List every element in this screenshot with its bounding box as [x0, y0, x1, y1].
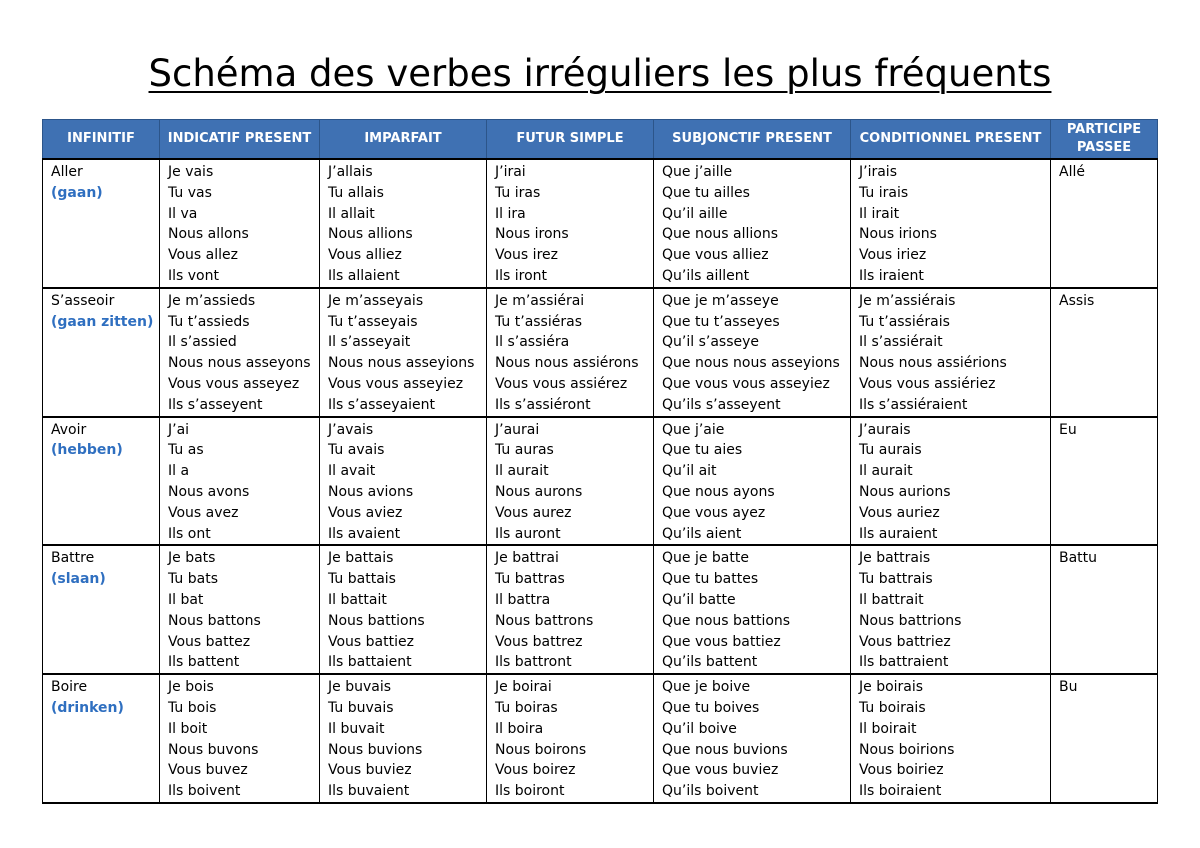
conjugation-form: Que nous nous asseyions: [662, 355, 840, 372]
conjugation-form: Nous nous asseyons: [168, 355, 311, 372]
conjugation-form: Que tu ailles: [662, 184, 750, 201]
conjugation-form: Il battait: [328, 591, 387, 608]
infinitive-cell: [43, 674, 160, 803]
conjugation-form: Ils vont: [168, 267, 219, 284]
conjugation-form: Il allait: [328, 205, 375, 222]
conjugation-form: Vous irez: [495, 247, 558, 264]
conjugation-form: Je boirais: [859, 679, 924, 696]
conjugation-form: Ils boivent: [168, 783, 241, 800]
conjugation-form: Ils s’asseyent: [168, 396, 263, 413]
conjugation-form: Vous buviez: [328, 762, 412, 779]
header-imparfait: IMPARFAIT: [320, 120, 487, 160]
imparfait-cell: [320, 674, 487, 803]
conjugation-form: Que nous ayons: [662, 483, 775, 500]
conjugation-form: Nous buvons: [168, 741, 259, 758]
conjugation-form: Nous nous assiérons: [495, 355, 639, 372]
conditionnel-cell: [851, 674, 1051, 803]
conjugation-form: Ils boiront: [495, 783, 565, 800]
conjugation-form: Qu’ils boivent: [662, 783, 759, 800]
conjugation-form: Je battrai: [495, 550, 559, 567]
conjugation-form: Il s’assied: [168, 334, 237, 351]
conjugation-form: Vous allez: [168, 247, 238, 264]
conjugation-form: Vous vous asseyiez: [328, 375, 464, 392]
participe: Bu: [1059, 679, 1078, 696]
futur-cell: [487, 288, 654, 417]
conjugation-form: Ils iraient: [859, 267, 924, 284]
conjugation-form: Que tu boives: [662, 699, 760, 716]
conjugation-form: Que tu aies: [662, 442, 743, 459]
conjugation-form: Qu’il aille: [662, 205, 728, 222]
conjugation-form: Nous battions: [328, 612, 425, 629]
participe: Battu: [1059, 550, 1098, 567]
conjugation-form: Vous alliez: [328, 247, 402, 264]
conjugation-form: Tu battrais: [859, 571, 933, 588]
conjugation-form: Il aurait: [859, 463, 913, 480]
conjugation-form: Nous aurons: [495, 483, 583, 500]
conjugation-form: Tu aurais: [859, 442, 922, 459]
conjugation-form: Vous boiriez: [859, 762, 944, 779]
translation: (gaan): [51, 184, 103, 201]
conjugation-form: Nous irions: [859, 226, 937, 243]
conjugation-form: Que nous buvions: [662, 741, 788, 758]
conjugation-form: Nous avions: [328, 483, 414, 500]
subjonctif-cell: [654, 674, 851, 803]
conjugation-form: Vous aviez: [328, 504, 403, 521]
conjugation-form: Que vous ayez: [662, 504, 766, 521]
header-futur-simple: FUTUR SIMPLE: [487, 120, 654, 160]
conjugation-form: Tu t’assiérais: [859, 313, 950, 330]
participe-cell: [1051, 674, 1158, 803]
conjugation-form: Nous battrons: [495, 612, 594, 629]
conjugation-form: J’aurais: [859, 421, 911, 438]
conjugation-form: Tu bats: [168, 571, 218, 588]
header-subjonctif-present: SUBJONCTIF PRESENT: [654, 120, 851, 160]
conjugation-form: Il irait: [859, 205, 900, 222]
conjugation-form: Qu’ils s’asseyent: [662, 396, 781, 413]
conjugation-form: Ils s’assiéraient: [859, 396, 968, 413]
present-cell: [160, 674, 320, 803]
imparfait-cell: [320, 288, 487, 417]
conjugation-form: Il s’assiérait: [859, 334, 943, 351]
imparfait-cell: [320, 417, 487, 546]
conjugation-form: Tu as: [168, 442, 204, 459]
conjugation-form: Je buvais: [328, 679, 391, 696]
conjugation-form: Vous auriez: [859, 504, 940, 521]
conjugation-form: Ils ont: [168, 525, 211, 542]
conjugation-form: Tu bois: [168, 699, 217, 716]
conjugation-form: Vous vous assiérez: [495, 375, 628, 392]
conjugation-form: Il ira: [495, 205, 526, 222]
conjugation-form: Vous vous assiériez: [859, 375, 996, 392]
conjugation-form: Nous irons: [495, 226, 569, 243]
conjugation-form: Nous boirions: [859, 741, 955, 758]
conjugation-form: Tu iras: [495, 184, 541, 201]
conjugation-form: Vous buvez: [168, 762, 248, 779]
subjonctif-cell: [654, 159, 851, 288]
conditionnel-cell: [851, 417, 1051, 546]
header-participe-passee: PARTICIPE PASSEE: [1051, 120, 1158, 160]
infinitive-cell: [43, 417, 160, 546]
conjugation-form: Que tu battes: [662, 571, 759, 588]
subjonctif-cell: [654, 545, 851, 674]
conjugation-form: Ils battraient: [859, 654, 949, 671]
conjugation-form: Ils s’asseyaient: [328, 396, 436, 413]
conjugation-form: Qu’il ait: [662, 463, 717, 480]
conjugation-form: Nous allons: [168, 226, 249, 243]
conjugation-form: Nous nous asseyions: [328, 355, 475, 372]
conjugation-form: Ils battent: [168, 654, 240, 671]
verb-row: [43, 674, 1158, 803]
verbs-body: [43, 159, 1158, 803]
conjugation-form: Que je m’asseye: [662, 292, 779, 309]
conjugation-form: Il bat: [168, 591, 204, 608]
futur-cell: [487, 417, 654, 546]
conjugation-form: Il boirait: [859, 720, 917, 737]
conjugation-form: Vous battez: [168, 633, 251, 650]
conjugation-form: Tu auras: [495, 442, 554, 459]
conjugation-form: Il boira: [495, 720, 544, 737]
conjugation-form: Tu boiras: [495, 699, 558, 716]
conjugation-form: Tu avais: [328, 442, 385, 459]
conjugation-form: J’aurai: [495, 421, 540, 438]
conjugation-form: Il avait: [328, 463, 376, 480]
participe: Eu: [1059, 421, 1077, 438]
conjugation-form: Je m’assieds: [168, 292, 256, 309]
conjugation-form: Tu battais: [328, 571, 396, 588]
conjugation-form: Il s’assiéra: [495, 334, 570, 351]
conditionnel-cell: [851, 288, 1051, 417]
conjugation-form: Ils allaient: [328, 267, 400, 284]
infinitive: Aller: [51, 164, 83, 180]
conjugation-form: Je m’asseyais: [328, 292, 424, 309]
conjugation-form: J’allais: [328, 164, 373, 180]
infinitive: Battre: [51, 550, 95, 567]
conjugation-form: Qu’il boive: [662, 720, 737, 737]
conditionnel-cell: [851, 159, 1051, 288]
subjonctif-cell: [654, 417, 851, 546]
conjugation-form: Je vais: [168, 164, 214, 180]
conjugation-form: J’avais: [328, 421, 374, 438]
conjugation-form: Ils buvaient: [328, 783, 410, 800]
conjugation-form: Il boit: [168, 720, 208, 737]
conjugation-form: Tu t’asseyais: [328, 313, 418, 330]
participe-cell: [1051, 288, 1158, 417]
conjugation-form: Qu’ils aillent: [662, 267, 750, 284]
conjugation-form: Nous buvions: [328, 741, 423, 758]
conjugation-form: Qu’il s’asseye: [662, 334, 759, 351]
infinitive-cell: [43, 545, 160, 674]
conjugation-form: Vous iriez: [859, 247, 927, 264]
conjugation-form: Que vous vous asseyiez: [662, 375, 830, 392]
conjugation-form: Que j’aie: [662, 421, 725, 438]
verbs-table: [42, 119, 1158, 804]
conjugation-form: Nous battons: [168, 612, 261, 629]
participe-cell: [1051, 417, 1158, 546]
participe-cell: [1051, 159, 1158, 288]
conjugation-form: Que nous battions: [662, 612, 791, 629]
conjugation-form: Vous battriez: [859, 633, 951, 650]
verb-row: [43, 545, 1158, 674]
conjugation-form: Ils auront: [495, 525, 561, 542]
conjugation-form: Nous aurions: [859, 483, 951, 500]
futur-cell: [487, 674, 654, 803]
conjugation-form: J’irais: [859, 164, 897, 180]
header-conditionnel-present: CONDITIONNEL PRESENT: [851, 120, 1051, 160]
conjugation-form: Vous battiez: [328, 633, 414, 650]
infinitive-cell: [43, 159, 160, 288]
page-title: Schéma des verbes irréguliers les plus fréquents: [148, 52, 1052, 95]
conjugation-form: Que vous alliez: [662, 247, 769, 264]
conjugation-form: Tu irais: [859, 184, 909, 201]
infinitive-cell: [43, 288, 160, 417]
conjugation-form: Ils battaient: [328, 654, 412, 671]
conjugation-form: Il aurait: [495, 463, 549, 480]
subjonctif-cell: [654, 288, 851, 417]
futur-cell: [487, 159, 654, 288]
conjugation-form: Que tu t’asseyes: [662, 313, 780, 330]
conjugation-form: Nous nous assiérions: [859, 355, 1007, 372]
participe: Assis: [1059, 292, 1095, 309]
infinitive: Avoir: [51, 421, 87, 438]
conjugation-form: Que vous buviez: [662, 762, 779, 779]
conjugation-form: J’ai: [168, 421, 190, 438]
conjugation-form: Tu vas: [168, 184, 212, 201]
conjugation-form: Je m’assiérai: [495, 292, 585, 309]
conjugation-form: Tu allais: [328, 184, 384, 201]
conjugation-form: Il battra: [495, 591, 551, 608]
conjugation-form: Ils avaient: [328, 525, 401, 542]
conjugation-form: Qu’ils aient: [662, 525, 742, 542]
conjugation-form: Je bois: [168, 679, 214, 696]
header-indicatif-present: INDICATIF PRESENT: [160, 120, 320, 160]
conjugation-form: Ils s’assiéront: [495, 396, 591, 413]
infinitive: Boire: [51, 679, 88, 696]
conjugation-form: Tu t’assiéras: [495, 313, 582, 330]
imparfait-cell: [320, 545, 487, 674]
translation: (gaan zitten): [51, 313, 154, 330]
conjugation-form: Il a: [168, 463, 190, 480]
conjugation-form: Tu buvais: [328, 699, 394, 716]
conjugation-form: Il battrait: [859, 591, 924, 608]
conjugation-form: Il buvait: [328, 720, 385, 737]
participe-cell: [1051, 545, 1158, 674]
imparfait-cell: [320, 159, 487, 288]
translation: (drinken): [51, 699, 124, 716]
present-cell: [160, 288, 320, 417]
conjugation-form: Il va: [168, 205, 198, 222]
conjugation-form: Nous allions: [328, 226, 413, 243]
conjugation-form: Ils iront: [495, 267, 548, 284]
conjugation-form: Que je boive: [662, 679, 751, 696]
header-infinitif: INFINITIF: [43, 120, 160, 160]
conjugation-form: J’irai: [495, 164, 526, 180]
present-cell: [160, 417, 320, 546]
conjugation-form: Ils auraient: [859, 525, 938, 542]
present-cell: [160, 159, 320, 288]
verb-row: [43, 159, 1158, 288]
conjugation-form: Tu boirais: [859, 699, 926, 716]
conjugation-form: Que vous battiez: [662, 633, 781, 650]
conditionnel-cell: [851, 545, 1051, 674]
translation: (slaan): [51, 571, 106, 588]
conjugation-form: Qu’il batte: [662, 591, 736, 608]
conjugation-form: Vous vous asseyez: [168, 375, 300, 392]
conjugation-form: Tu battras: [495, 571, 565, 588]
conjugation-form: Nous avons: [168, 483, 250, 500]
conjugation-form: Nous battrions: [859, 612, 962, 629]
conjugation-form: Je bats: [168, 550, 216, 567]
verb-row: [43, 288, 1158, 417]
conjugation-form: Que je batte: [662, 550, 749, 567]
conjugation-form: Qu’ils battent: [662, 654, 758, 671]
header-row: [43, 120, 1158, 160]
conjugation-form: Je battais: [328, 550, 394, 567]
conjugation-form: Nous boirons: [495, 741, 587, 758]
conjugation-form: Vous boirez: [495, 762, 576, 779]
conjugation-form: Il s’asseyait: [328, 334, 411, 351]
conjugation-form: Ils boiraient: [859, 783, 942, 800]
participe: Allé: [1059, 164, 1085, 180]
conjugation-form: Que j’aille: [662, 164, 733, 180]
conjugation-form: Tu t’assieds: [168, 313, 250, 330]
conjugation-form: Je m’assiérais: [859, 292, 956, 309]
conjugation-form: Ils battront: [495, 654, 572, 671]
infinitive: S’asseoir: [51, 292, 115, 309]
present-cell: [160, 545, 320, 674]
futur-cell: [487, 545, 654, 674]
translation: (hebben): [51, 442, 123, 459]
conjugation-form: Je boirai: [495, 679, 552, 696]
conjugation-form: Vous avez: [168, 504, 239, 521]
conjugation-form: Je battrais: [859, 550, 931, 567]
verb-row: [43, 417, 1158, 546]
conjugation-form: Vous aurez: [495, 504, 572, 521]
conjugation-form: Que nous allions: [662, 226, 778, 243]
conjugation-form: Vous battrez: [495, 633, 583, 650]
